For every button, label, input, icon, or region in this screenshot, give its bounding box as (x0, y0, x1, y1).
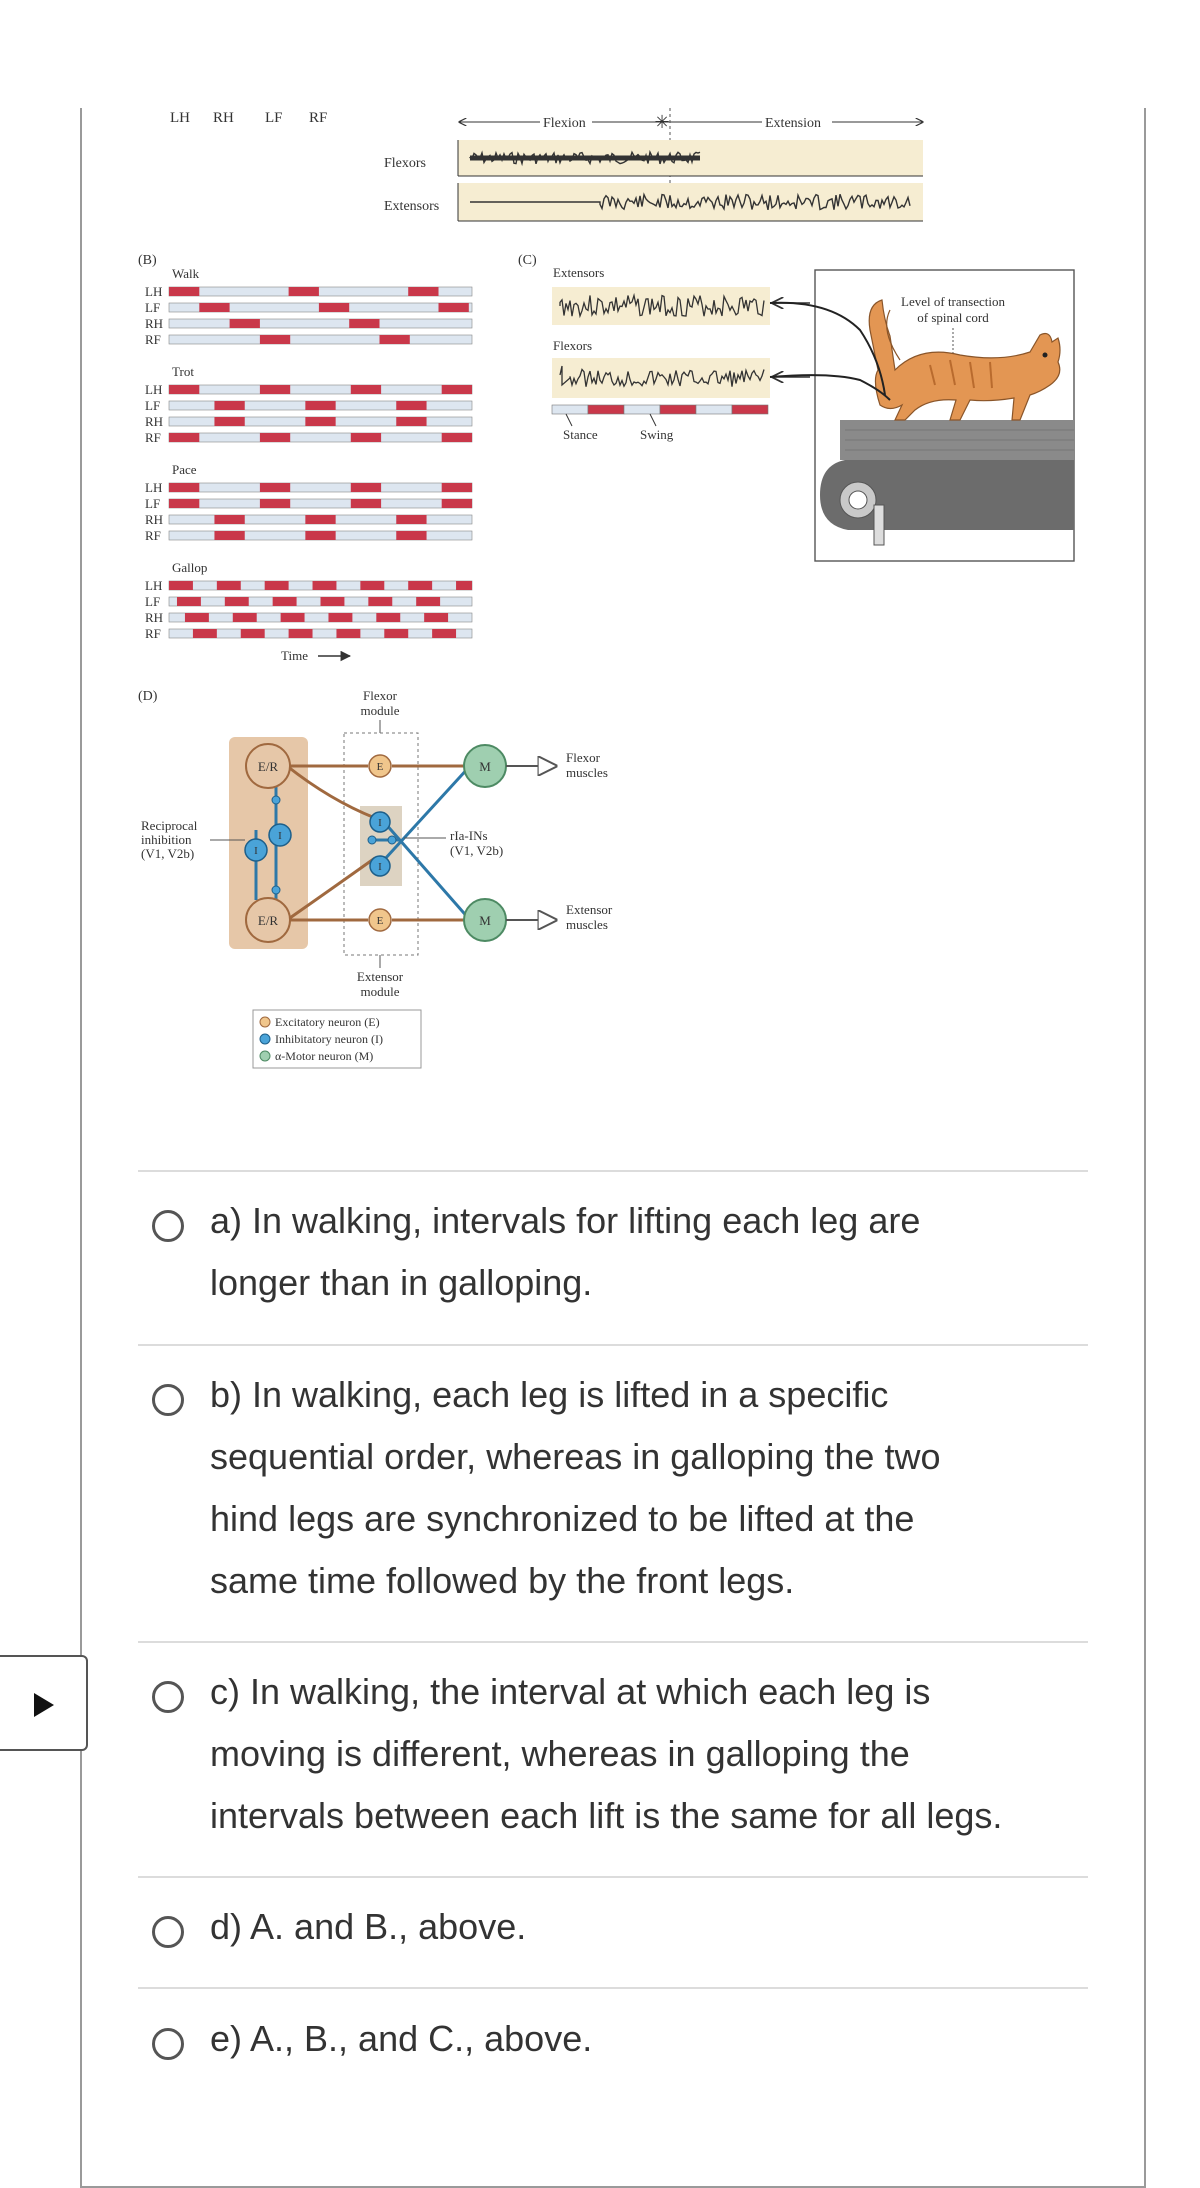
gait-stance-segment (241, 629, 265, 638)
gait-stance-segment (233, 613, 257, 622)
gait-stance-segment (225, 597, 249, 606)
gait-stance-segment (432, 629, 456, 638)
legend-excitatory: Excitatory neuron (E) (275, 1015, 380, 1029)
er-neuron-top: E/R (257, 759, 279, 774)
divider (138, 1987, 1088, 1989)
gait-stance-segment (456, 581, 472, 590)
gait-stance-segment (260, 385, 290, 394)
leg-label-rf: RF (309, 110, 328, 126)
gait-stance-segment (260, 433, 290, 442)
gait-stance-segment (442, 433, 472, 442)
gait-stance-segment (349, 319, 379, 328)
gait-stance-segment (313, 581, 337, 590)
e-neuron-top: E (376, 761, 384, 773)
extensors-label-a: Extensors (384, 199, 440, 214)
play-arrow-icon (34, 1693, 54, 1717)
gait-stance-segment (396, 531, 426, 540)
gait-stance-segment (169, 581, 193, 590)
option-e[interactable] (138, 2008, 1088, 2078)
divider (138, 1170, 1088, 1172)
gait-stance-segment (169, 483, 199, 492)
stance-swing-segment (624, 405, 660, 414)
gait-stance-segment (351, 483, 381, 492)
gait-stance-segment (199, 303, 229, 312)
i-neuron-2: I (278, 830, 282, 842)
gait-stance-segment (336, 629, 360, 638)
er-neuron-bottom: E/R (257, 913, 279, 928)
gait-stance-segment (360, 581, 384, 590)
m-neuron-bottom: M (479, 913, 491, 928)
gait-stance-segment (439, 303, 469, 312)
gait-stance-segment (328, 613, 352, 622)
i-neuron-1: I (254, 845, 258, 857)
gait-stance-segment (305, 401, 335, 410)
divider (138, 1876, 1088, 1878)
gait-row-label: LH (145, 578, 163, 593)
flexor-module-label-2: module (360, 703, 400, 718)
gait-row-label: LF (145, 398, 161, 413)
gait-row-label: LF (145, 496, 161, 511)
ria-label-1: rIa-INs (450, 828, 488, 843)
option-b-line-4: same time followed by the front legs. (210, 1560, 795, 1601)
panel-a (170, 108, 923, 221)
gait-row-bar (169, 483, 472, 492)
ria-label-2: (V1, V2b) (450, 843, 504, 858)
stance-swing-segment (588, 405, 624, 414)
option-d-line-1: d) A. and B., above. (210, 1906, 527, 1947)
flexor-module-label-1: Flexor (363, 688, 397, 703)
gait-stance-segment (416, 597, 440, 606)
gait-stance-segment (351, 499, 381, 508)
i-neuron-3: I (378, 817, 382, 829)
gait-stance-segment (193, 629, 217, 638)
gait-stance-segment (305, 515, 335, 524)
extensor-module-label-2: module (360, 984, 400, 999)
time-label: Time (281, 648, 308, 663)
gait-stance-segment (442, 483, 472, 492)
radio-icon[interactable] (152, 1384, 184, 1416)
reciprocal-label-1: Reciprocal (141, 818, 198, 833)
flexion-label: Flexion (543, 116, 586, 131)
gait-stance-segment (408, 287, 438, 296)
gait-stance-segment (396, 515, 426, 524)
option-a-line-1: a) In walking, intervals for lifting each leg are (210, 1200, 921, 1241)
option-a-line-2: longer than in galloping. (210, 1262, 593, 1303)
option-c-line-2: moving is different, whereas in galloping the (210, 1733, 910, 1774)
radio-icon[interactable] (152, 1916, 184, 1948)
m-neuron-top: M (479, 759, 491, 774)
gait-stance-segment (214, 401, 244, 410)
extensor-muscles-1: Extensor (566, 902, 613, 917)
gait-stance-segment (169, 433, 199, 442)
radio-icon[interactable] (152, 1210, 184, 1242)
gait-row-label: LH (145, 284, 163, 299)
flexors-label-a: Flexors (384, 156, 426, 171)
gait-stance-segment (289, 287, 319, 296)
gait-row-label: RF (145, 332, 161, 347)
reciprocal-label-3: (V1, V2b) (141, 846, 195, 861)
stance-swing-segment (552, 405, 588, 414)
gait-stance-segment (260, 335, 290, 344)
gait-stance-segment (321, 597, 345, 606)
transection-label-1: Level of transection (901, 294, 1005, 309)
gait-row-bar (169, 433, 472, 442)
gait-stance-segment (305, 417, 335, 426)
gait-row-label: RH (145, 316, 164, 331)
option-c-line-3: intervals between each lift is the same for all legs. (210, 1795, 1003, 1836)
svg-text:✳: ✳ (654, 112, 670, 132)
gait-stance-segment (214, 417, 244, 426)
extensor-muscles-2: muscles (566, 917, 608, 932)
gait-stance-segment (380, 335, 410, 344)
leg-label-rh: RH (213, 110, 234, 126)
reciprocal-label-2: inhibition (141, 832, 192, 847)
gait-stance-segment (260, 483, 290, 492)
gait-row-label: RH (145, 610, 164, 625)
extensor-module-label-1: Extensor (356, 969, 404, 984)
gait-stance-segment (368, 597, 392, 606)
gait-label-pace: Pace (172, 462, 197, 477)
gait-row-label: LH (145, 382, 163, 397)
stance-swing-segment (696, 405, 732, 414)
gait-stance-segment (230, 319, 260, 328)
swing-label: Swing (640, 427, 674, 442)
cat-treadmill-illustration (770, 270, 1074, 561)
gait-row-bar (169, 335, 472, 344)
gait-row-label: RH (145, 512, 164, 527)
gait-row-bar (169, 499, 472, 508)
gait-stance-segment (396, 417, 426, 426)
gait-row-label: RH (145, 414, 164, 429)
panel-c-label: (C) (518, 253, 537, 268)
gait-stance-segment (214, 515, 244, 524)
panel-d (138, 688, 613, 1068)
option-b-line-1: b) In walking, each leg is lifted in a specific (210, 1374, 889, 1415)
gait-row-label: LF (145, 594, 161, 609)
gait-label-trot: Trot (172, 364, 194, 379)
flexor-muscles-1: Flexor (566, 750, 600, 765)
option-b-line-2: sequential order, whereas in galloping the two (210, 1436, 941, 1477)
option-b-line-3: hind legs are synchronized to be lifted at the (210, 1498, 915, 1539)
option-a[interactable] (138, 1190, 1088, 1330)
stance-label: Stance (563, 427, 598, 442)
gait-row-label: RF (145, 528, 161, 543)
gait-stance-segment (169, 385, 199, 394)
extension-label: Extension (765, 116, 821, 131)
gait-stance-segment (384, 629, 408, 638)
panel-d-label: (D) (138, 689, 158, 704)
gait-stance-segment (319, 303, 349, 312)
gait-stance-segment (177, 597, 201, 606)
gait-row-label: RF (145, 626, 161, 641)
gait-stance-segment (442, 499, 472, 508)
panel-b (138, 253, 472, 663)
gait-stance-segment (351, 433, 381, 442)
divider (138, 1344, 1088, 1346)
gait-stance-segment (214, 531, 244, 540)
radio-icon[interactable] (152, 2028, 184, 2060)
gait-stance-segment (217, 581, 241, 590)
gait-stance-segment (273, 597, 297, 606)
gait-label-gallop: Gallop (172, 560, 208, 575)
gait-stance-segment (424, 613, 448, 622)
gait-row-bar (169, 319, 472, 328)
gait-stance-segment (351, 385, 381, 394)
flexors-label-c: Flexors (553, 338, 592, 353)
stance-swing-segment (660, 405, 696, 414)
gait-row-bar (169, 385, 472, 394)
gait-stance-segment (305, 531, 335, 540)
e-neuron-bottom: E (376, 915, 384, 927)
gait-stance-segment (396, 401, 426, 410)
option-c[interactable] (138, 1661, 1088, 1861)
gait-stance-segment (442, 385, 472, 394)
panel-c (518, 253, 1074, 561)
expand-toggle-button[interactable] (0, 1655, 88, 1751)
legend-inhibitory: Inhibitatory neuron (I) (275, 1032, 383, 1046)
gait-stance-segment (185, 613, 209, 622)
legend-motor: α-Motor neuron (M) (275, 1049, 374, 1063)
gait-stance-segment (281, 613, 305, 622)
gait-stance-segment (289, 629, 313, 638)
gait-row-label: LF (145, 300, 161, 315)
gait-stance-segment (169, 499, 199, 508)
gait-label-walk: Walk (172, 266, 200, 281)
option-c-line-1: c) In walking, the interval at which each leg is (210, 1671, 931, 1712)
gait-row-label: RF (145, 430, 161, 445)
transection-label-2: of spinal cord (917, 310, 989, 325)
panel-b-label: (B) (138, 253, 157, 268)
extensors-label-c: Extensors (553, 265, 605, 280)
stance-swing-segment (732, 405, 768, 414)
option-e-line-1: e) A., B., and C., above. (210, 2018, 593, 2059)
gait-row-label: LH (145, 480, 163, 495)
divider (138, 1641, 1088, 1643)
gait-stance-segment (376, 613, 400, 622)
option-b[interactable] (138, 1364, 1088, 1624)
radio-icon[interactable] (152, 1681, 184, 1713)
gait-stance-segment (260, 499, 290, 508)
neuron-legend (253, 1010, 421, 1068)
i-neuron-4: I (378, 861, 382, 873)
gait-stance-segment (265, 581, 289, 590)
option-d[interactable] (138, 1896, 1088, 1966)
gait-stance-segment (169, 287, 199, 296)
gait-stance-segment (408, 581, 432, 590)
flexor-muscles-2: muscles (566, 765, 608, 780)
leg-label-lf: LF (265, 110, 283, 126)
leg-label-lh: LH (170, 110, 190, 126)
